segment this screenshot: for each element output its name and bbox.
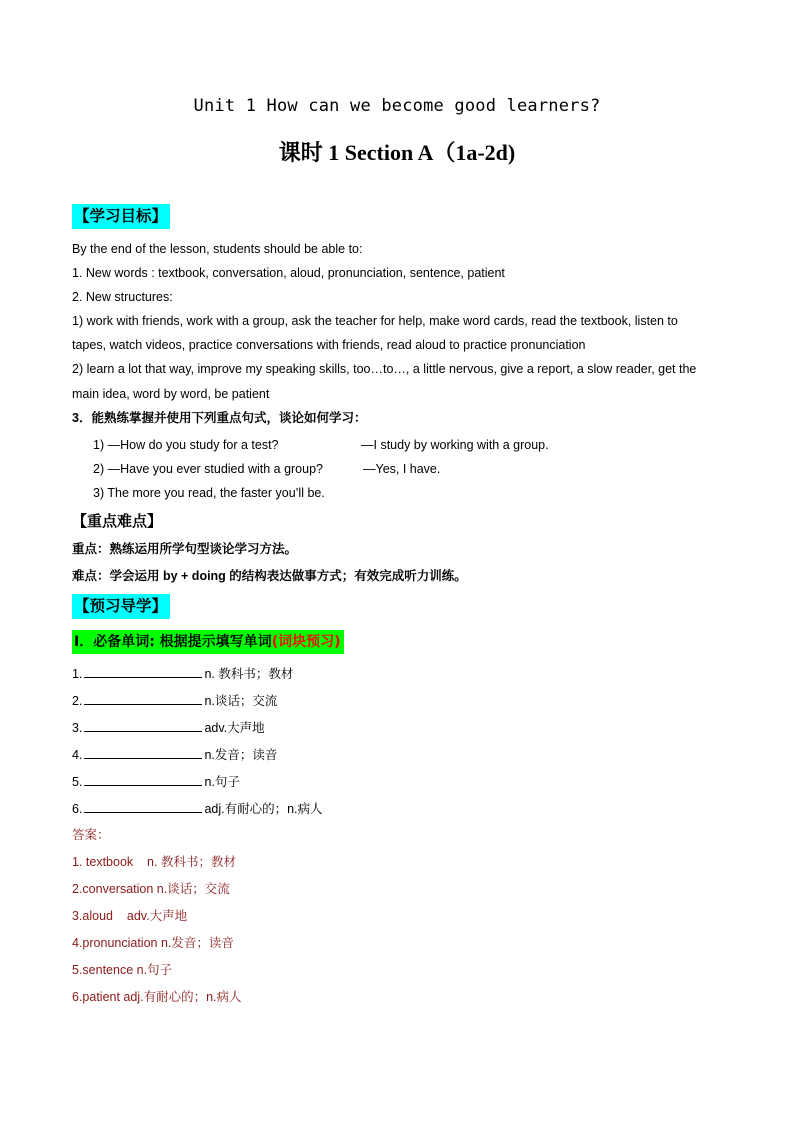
fill-blank[interactable] [84,719,202,732]
key-point: 重点：熟练运用所学句型谈论学习方法。 [72,542,298,556]
objectives-intro: By the end of the lesson, students should be able to: [72,242,363,256]
key-points-heading: 【重点难点】 [72,512,163,530]
answer-item: 6.patient adj.有耐心的；n.病人 [72,990,242,1004]
fill-blank[interactable] [84,665,202,678]
vocab-item-number: 6. [72,802,83,816]
fill-blank[interactable] [84,692,202,705]
vocab-item-hint: adv.大声地 [204,721,265,735]
difficult-point: 难点：学会运用 by + doing 的结构表达做事方式；有效完成听力训练。 [72,569,467,583]
vocab-item [72,800,323,817]
fill-blank[interactable] [84,773,202,786]
answer-item: 1. textbook n. 教科书；教材 [72,855,236,869]
sentence-a2: —Yes, I have. [363,462,441,476]
structure-1-line-2: tapes, watch videos, practice conversations with friends, read aloud to practice pronunciation [72,338,586,352]
fill-blank[interactable] [84,746,202,759]
vocab-item [72,773,240,790]
answer-item: 5.sentence n.句子 [72,963,173,977]
vocab-section-label [72,630,344,654]
lesson-title: 课时 1 Section A（1a-2d) [278,140,516,165]
vocab-item [72,746,277,763]
sentence-q2: 2) —Have you ever studied with a group? [93,462,323,476]
vocab-item-number: 5. [72,775,83,789]
unit-title: Unit 1 How can we become good learners? [193,96,601,116]
vocab-item [72,692,277,709]
objectives-heading: 【学习目标】 [72,204,170,229]
vocab-item [72,665,293,682]
objectives-item-2: 2. New structures: [72,290,173,304]
vocab-item-number: 3. [72,721,83,735]
vocab-section-red-text: (词块预习) [271,634,341,650]
sentence-a1: —I study by working with a group. [361,438,549,452]
structure-2-line-1: 2) learn a lot that way, improve my speaking skills, too…to…, a little nervous, give a report, a slow reader, get the [72,362,697,376]
vocab-item-hint: n.谈话；交流 [204,694,278,708]
vocab-item-hint: adj.有耐心的；n.病人 [204,802,323,816]
answer-label: 答案： [72,828,110,842]
sentence-q3: 3) The more you read, the faster you’ll be. [93,486,325,500]
vocab-item-number: 4. [72,748,83,762]
vocab-section-text: Ⅰ．必备单词: 根据提示填写单词 [74,634,272,650]
objectives-item-3: 3．能熟练掌握并使用下列重点句式，谈论如何学习： [72,411,367,425]
sentence-q1: 1) —How do you study for a test? [93,438,279,452]
objectives-item-1: 1. New words : textbook, conversation, aloud, pronunciation, sentence, patient [72,266,505,280]
vocab-item-hint: n.句子 [204,775,240,789]
vocab-item [72,719,265,736]
vocab-item-hint: n.发音；读音 [204,748,278,762]
vocab-item-hint: n. 教科书；教材 [204,667,294,681]
structure-2-line-2: main idea, word by word, be patient [72,387,270,401]
vocab-item-number: 1. [72,667,83,681]
vocab-item-number: 2. [72,694,83,708]
structure-1-line-1: 1) work with friends, work with a group, ask the teacher for help, make word cards, read the textbook, listen to [72,314,678,328]
preview-heading: 【预习导学】 [72,594,170,619]
answer-item: 4.pronunciation n.发音；读音 [72,936,234,950]
answer-item: 3.aloud adv.大声地 [72,909,188,923]
answer-item: 2.conversation n.谈话；交流 [72,882,230,896]
fill-blank[interactable] [84,800,202,813]
